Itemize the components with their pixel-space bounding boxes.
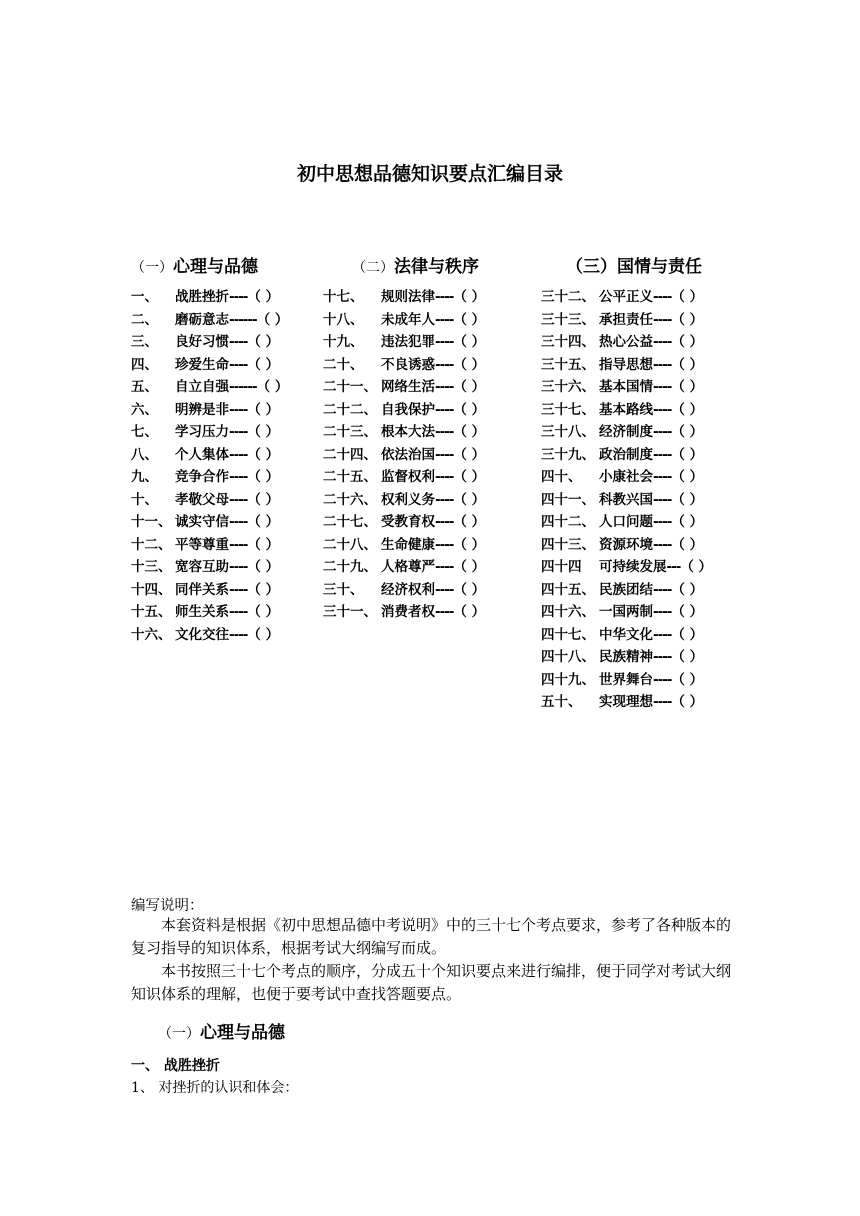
toc-item-leader: ---- [435,514,454,530]
toc-item[interactable] [131,579,288,602]
toc-item[interactable] [131,444,288,467]
toc-item-leader: ---- [653,289,672,305]
toc-item-label: 珍爱生命 [175,356,229,373]
toc-item-number: 十五、 [131,604,172,620]
toc-item-page: （ ） [247,514,280,530]
toc-item[interactable] [131,354,288,377]
toc-item-number: 一、 [131,289,158,305]
toc-item-number: 十三、 [131,559,172,575]
section-heading-3 [566,252,702,277]
toc-item-leader: ---- [229,604,248,620]
notes-heading: 编写说明： [131,898,204,914]
notes-body [131,914,731,1006]
toc-item-leader: ---- [653,604,672,620]
toc-item-page: （ ） [671,356,704,373]
toc-item[interactable] [323,331,485,354]
toc-item-page: （ ） [671,334,704,350]
toc-item-leader: ---- [435,424,454,440]
toc-item-number: 十六、 [131,626,172,643]
toc-item-number: 六、 [131,401,158,418]
body-section-heading [158,1018,285,1043]
toc-item-page: （ ） [671,694,704,710]
toc-item[interactable] [131,399,288,422]
toc-item[interactable] [541,444,712,467]
section-name: 法律与秩序 [394,257,479,277]
toc-item-page: （ ） [256,379,289,395]
toc-item-leader: ---- [653,536,672,553]
toc-item-number: 三十、 [323,581,364,598]
section-prefix: （二） [352,260,394,276]
toc-item[interactable] [541,624,712,647]
toc-item[interactable] [541,601,712,624]
toc-item-number: 三十九、 [541,446,595,463]
toc-item-label: 平等尊重 [175,536,229,553]
toc-item-number: 二、 [131,311,158,328]
toc-item-number: 三十一、 [323,604,377,620]
toc-item-number: 二十五、 [323,469,377,485]
toc-item-label: 同伴关系 [175,581,229,598]
toc-item-page: （ ） [453,514,486,530]
toc-item-number: 十一、 [131,514,172,530]
toc-item-page: （ ） [247,356,280,373]
toc-item-leader: ---- [435,334,454,350]
toc-item-leader: ---- [435,311,454,328]
toc-item-number: 二十二、 [323,401,377,418]
toc-item[interactable] [541,421,712,444]
toc-item-label: 生命健康 [381,536,435,553]
toc-item-page: （ ） [671,536,704,553]
toc-item-leader: ---- [435,604,454,620]
toc-item[interactable] [131,286,288,309]
toc-item-leader: ---- [435,379,454,395]
toc-item-page: （ ） [453,469,486,485]
toc-item-label: 可持续发展 [599,559,667,575]
toc-item[interactable] [541,669,712,692]
toc-item-leader: ---- [435,491,454,508]
toc-item-label: 诚实守信 [175,514,229,530]
toc-item-number: 三十六、 [541,379,595,395]
toc-item-page: （ ） [247,604,280,620]
toc-item-number: 三十四、 [541,334,595,350]
toc-item-label: 民族团结 [599,581,653,598]
toc-item-label: 指导思想 [599,356,653,373]
toc-item-label: 基本国情 [599,379,653,395]
toc-item[interactable] [323,579,485,602]
toc-item-page: （ ） [671,671,704,688]
toc-item-label: 人格尊严 [381,559,435,575]
toc-item-label: 学习压力 [175,424,229,440]
toc-item-page: （ ） [453,559,486,575]
toc-item-page: （ ） [247,469,280,485]
toc-item[interactable] [323,556,485,579]
toc-item-leader: ---- [653,581,672,598]
toc-item-page: （ ） [671,469,704,485]
notes-paragraph: 本书按照三十七个考点的顺序，分成五十个知识要点来进行编排，便于同学对考试大纲知识体系的理解，也便于要考试中查找答题要点。 [131,962,732,1003]
toc-item-label: 人口问题 [599,514,653,530]
toc-item-page: （ ） [671,604,704,620]
toc-item-leader: ---- [229,559,248,575]
section-prefix: （一） [131,260,173,276]
section-name: 心理与品德 [173,257,258,277]
toc-column-1 [131,286,288,646]
section-prefix: （一） [158,1026,200,1042]
toc-item-label: 资源环境 [599,536,653,553]
toc-item-label: 科教兴国 [599,491,653,508]
toc-item-leader: ---- [229,424,248,440]
toc-item-label: 孝敬父母 [175,491,229,508]
toc-item-label: 世界舞台 [599,671,653,688]
toc-item-page: （ ） [671,424,704,440]
toc-item-page: （ ） [671,581,704,598]
toc-item[interactable] [541,511,712,534]
toc-item-leader: ---- [229,356,248,373]
section-heading-2 [352,252,479,277]
toc-item-label: 个人集体 [175,446,229,463]
toc-item[interactable] [323,399,485,422]
toc-item-label: 依法治国 [381,446,435,463]
toc-item[interactable] [541,466,712,489]
toc-item[interactable] [131,601,288,624]
toc-item-page: （ ） [671,491,704,508]
toc-item-leader: ---- [653,311,672,328]
toc-item-page: （ ） [671,289,704,305]
toc-item-page: （ ） [453,311,486,328]
toc-item[interactable] [323,601,485,624]
notes-paragraph: 本套资料是根据《初中思想品德中考说明》中的三十七个考点要求，参考了各种版本的复习指导的知识体系，根据考试大纲编写而成。 [131,916,732,957]
toc-item-number: 三、 [131,334,158,350]
toc-item-number: 四十六、 [541,604,595,620]
toc-item-label: 政治制度 [599,446,653,463]
toc-item-number: 四十九、 [541,671,595,688]
toc-item-page: （ ） [453,604,486,620]
toc-item-page: （ ） [247,626,280,643]
toc-item[interactable] [131,556,288,579]
toc-item[interactable] [323,534,485,557]
toc-item-leader: ---- [435,559,454,575]
toc-item-label: 宽容互助 [175,559,229,575]
toc-item-page: （ ） [247,289,280,305]
toc-item-leader: ---- [435,401,454,418]
toc-item[interactable] [323,286,485,309]
toc-item-leader: ---- [435,581,454,598]
body-point: 1、 对挫折的认识和体会： [131,1080,299,1096]
toc-item-number: 三十三、 [541,311,595,328]
toc-item-label: 承担责任 [599,311,653,328]
toc-item-number: 四十八、 [541,649,595,665]
toc-item-number: 三十八、 [541,424,595,440]
toc-item-label: 违法犯罪 [381,334,435,350]
toc-item[interactable] [541,331,712,354]
toc-item-number: 四十七、 [541,626,595,643]
toc-item-leader: ---- [653,379,672,395]
toc-item-number: 二十九、 [323,559,377,575]
toc-item-leader: ---- [653,401,672,418]
toc-item-leader: ---- [229,536,248,553]
toc-item-page: （ ） [671,649,704,665]
toc-item-leader: ---- [229,401,248,418]
toc-item[interactable] [541,646,712,669]
toc-column-2 [323,286,485,624]
toc-item[interactable] [323,354,485,377]
toc-item[interactable] [131,624,288,647]
toc-item[interactable] [131,421,288,444]
toc-item-label: 网络生活 [381,379,435,395]
toc-item[interactable] [131,376,288,399]
toc-item[interactable] [131,489,288,512]
toc-item-number: 四十三、 [541,536,595,553]
toc-item-number: 四十五、 [541,581,595,598]
toc-item-page: （ ） [453,401,486,418]
toc-item-label: 磨砺意志 [175,311,229,328]
toc-item-page: （ ） [453,581,486,598]
toc-item-label: 未成年人 [381,311,435,328]
toc-item-number: 十、 [131,491,158,508]
toc-item-leader: ---- [653,469,672,485]
toc-item-page: （ ） [671,379,704,395]
toc-item-leader: --- [666,559,681,575]
toc-item-leader: ---- [229,514,248,530]
toc-item-leader: ---- [435,536,454,553]
toc-item[interactable] [541,286,712,309]
toc-item-label: 明辨是非 [175,401,229,418]
toc-item[interactable] [323,444,485,467]
toc-item-leader: ---- [653,626,672,643]
page-title: 初中思想品德知识要点汇编目录 [296,163,563,185]
toc-item-label: 自立自强 [175,379,229,395]
toc-item-leader: ---- [229,626,248,643]
toc-item-page: （ ） [247,491,280,508]
toc-item-label: 中华文化 [599,626,653,643]
toc-item-number: 十九、 [323,334,364,350]
toc-item[interactable] [323,421,485,444]
toc-item-label: 自我保护 [381,401,435,418]
toc-item[interactable] [131,511,288,534]
toc-item-page: （ ） [671,626,704,643]
toc-item-number: 十七、 [323,289,364,305]
toc-item-page: （ ） [453,446,486,463]
toc-item-number: 四十二、 [541,514,595,530]
toc-item-leader: ---- [229,289,248,305]
toc-item[interactable] [541,691,712,714]
toc-item-page: （ ） [256,311,289,328]
toc-item-page: （ ） [453,491,486,508]
section-name: 心理与品德 [200,1023,285,1043]
toc-item-leader: ---- [653,671,672,688]
toc-item-page: （ ） [247,581,280,598]
toc-item-number: 四十一、 [541,491,595,508]
toc-item[interactable] [541,579,712,602]
toc-item-leader: ------ [229,379,257,395]
toc-item-leader: ---- [653,694,672,710]
toc-item-number: 五、 [131,379,158,395]
toc-item-page: （ ） [671,311,704,328]
toc-item-page: （ ） [247,424,280,440]
toc-item-label: 规则法律 [381,289,435,305]
toc-item-label: 师生关系 [175,604,229,620]
toc-item-label: 一国两制 [599,604,653,620]
toc-item-page: （ ） [453,379,486,395]
toc-item-leader: ---- [653,514,672,530]
toc-item[interactable] [541,489,712,512]
toc-item-leader: ---- [229,469,248,485]
toc-item-page: （ ） [247,536,280,553]
toc-item[interactable] [541,534,712,557]
toc-item-label: 基本路线 [599,401,653,418]
toc-item-label: 良好习惯 [175,334,229,350]
toc-item-label: 受教育权 [381,514,435,530]
toc-item-label: 监督权利 [381,469,435,485]
toc-item-number: 四、 [131,356,158,373]
toc-item-leader: ---- [229,334,248,350]
toc-item-leader: ---- [435,446,454,463]
toc-item[interactable] [323,376,485,399]
toc-item-number: 八、 [131,446,158,463]
toc-item-leader: ---- [229,446,248,463]
toc-item-number: 十八、 [323,311,364,328]
toc-item-page: （ ） [453,289,486,305]
toc-item[interactable] [541,376,712,399]
toc-item-number: 二十六、 [323,491,377,508]
toc-item-number: 十四、 [131,581,172,598]
toc-item-page: （ ） [671,514,704,530]
toc-item-leader: ---- [435,289,454,305]
toc-item-page: （ ） [671,446,704,463]
toc-item-leader: ---- [229,581,248,598]
toc-item-number: 十二、 [131,536,172,553]
toc-item-page: （ ） [453,356,486,373]
toc-item-leader: ---- [435,356,454,373]
toc-item-label: 经济权利 [381,581,435,598]
toc-item[interactable] [131,309,288,332]
body-sub-heading: 一、 战胜挫折 [131,1058,220,1074]
toc-column-3 [541,286,712,714]
toc-item[interactable] [541,399,712,422]
toc-item-leader: ---- [229,491,248,508]
toc-item[interactable] [323,466,485,489]
toc-item[interactable] [323,511,485,534]
toc-item-leader: ---- [653,334,672,350]
toc-item-label: 根本大法 [381,424,435,440]
toc-item-leader: ------ [229,311,257,328]
toc-item-number: 二十、 [323,356,364,373]
toc-item-number: 四十四 [541,559,582,575]
toc-item-number: 三十二、 [541,289,595,305]
toc-item-leader: ---- [653,424,672,440]
toc-item-page: （ ） [247,401,280,418]
toc-item-page: （ ） [247,446,280,463]
toc-item-number: 二十一、 [323,379,377,395]
toc-item-number: 九、 [131,469,158,485]
toc-item-leader: ---- [653,446,672,463]
toc-item-label: 文化交往 [175,626,229,643]
toc-item-label: 民族精神 [599,649,653,665]
toc-item[interactable] [541,556,712,579]
toc-item-label: 权利义务 [381,491,435,508]
toc-item-page: （ ） [453,536,486,553]
section-name: （三）国情与责任 [566,257,702,277]
toc-item-page: （ ） [671,401,704,418]
toc-item-number: 二十七、 [323,514,377,530]
toc-item-page: （ ） [453,334,486,350]
toc-item-label: 公平正义 [599,289,653,305]
toc-item-label: 战胜挫折 [175,289,229,305]
toc-item-number: 二十八、 [323,536,377,553]
toc-item-leader: ---- [653,491,672,508]
toc-item[interactable] [131,534,288,557]
toc-item-number: 二十三、 [323,424,377,440]
toc-item-number: 二十四、 [323,446,377,463]
toc-item-page: （ ） [453,424,486,440]
toc-item[interactable] [541,354,712,377]
toc-item-number: 三十五、 [541,356,595,373]
toc-item-page: （ ） [247,334,280,350]
toc-item-label: 不良诱惑 [381,356,435,373]
toc-item[interactable] [131,466,288,489]
toc-item-leader: ---- [653,649,672,665]
toc-item-label: 消费者权 [381,604,435,620]
toc-item-label: 竞争合作 [175,469,229,485]
toc-item[interactable] [323,489,485,512]
toc-item-label: 经济制度 [599,424,653,440]
toc-item-number: 四十、 [541,469,582,485]
toc-item-number: 五十、 [541,694,582,710]
toc-item-label: 热心公益 [599,334,653,350]
section-heading-1 [131,252,258,277]
toc-item-leader: ---- [435,469,454,485]
toc-item-number: 七、 [131,424,158,440]
toc-item[interactable] [323,309,485,332]
toc-item[interactable] [131,331,288,354]
toc-item-label: 实现理想 [599,694,653,710]
toc-item-number: 三十七、 [541,401,595,418]
toc-item-leader: ---- [653,356,672,373]
toc-item[interactable] [541,309,712,332]
toc-item-page: （ ） [680,559,713,575]
toc-item-page: （ ） [247,559,280,575]
toc-item-label: 小康社会 [599,469,653,485]
